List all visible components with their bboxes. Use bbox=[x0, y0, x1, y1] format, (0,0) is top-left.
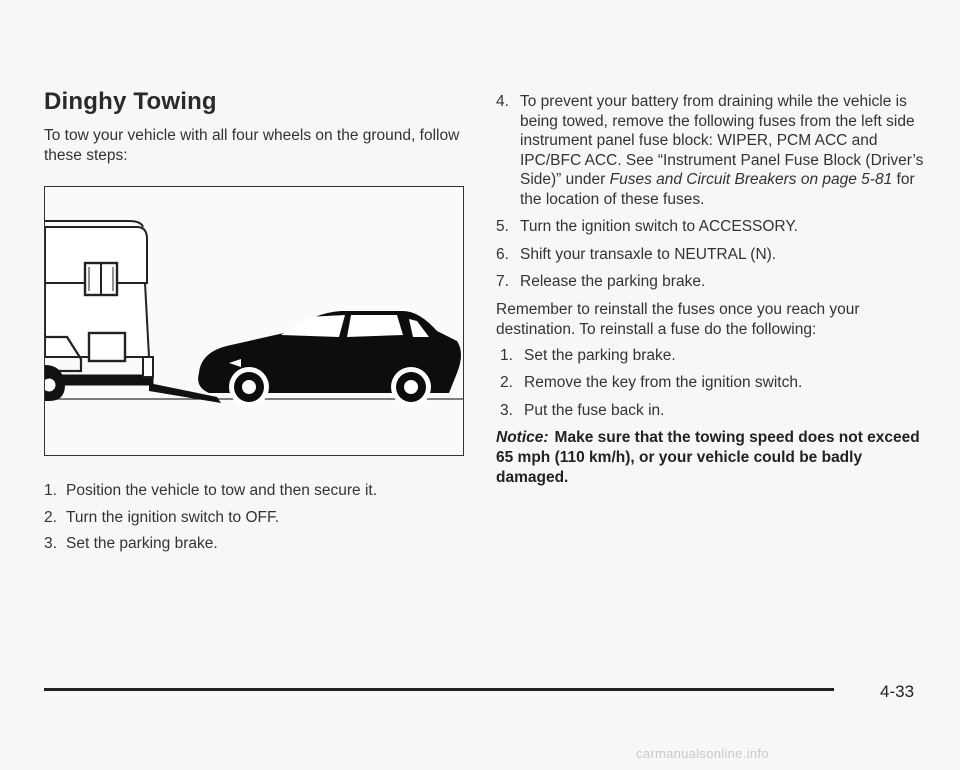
notice-block bbox=[496, 428, 926, 488]
step-item bbox=[496, 373, 926, 393]
step-number: 3. bbox=[500, 401, 513, 419]
step-text: Put the fuse back in. bbox=[524, 401, 665, 419]
step-text: Set the parking brake. bbox=[66, 535, 218, 552]
step-item bbox=[44, 481, 464, 501]
watermark-text: carmanualsonline.info bbox=[636, 746, 769, 761]
step-item bbox=[496, 245, 926, 265]
reinstall-steps bbox=[496, 346, 926, 421]
right-column bbox=[496, 92, 926, 488]
page-number: 4-33 bbox=[880, 682, 915, 701]
towing-steps-part-2 bbox=[496, 92, 926, 292]
step-text-part: for the location of these fuses. bbox=[520, 171, 915, 208]
section-heading: Dinghy Towing bbox=[44, 88, 217, 115]
step-text-part: To prevent your battery from draining while the vehicle is being towed, remove the following fuses from the left side instrument panel fuse block: WIPER, PCM ACC and IPC/BFC ACC. See “Instrument Panel Fuse Block (Driver’s Side)” under bbox=[520, 93, 924, 188]
towing-illustration bbox=[44, 186, 464, 456]
step-item bbox=[496, 217, 926, 237]
step-item bbox=[44, 508, 464, 528]
step-number: 2. bbox=[500, 374, 513, 391]
towing-illustration-svg bbox=[45, 187, 463, 455]
step-text: Set the parking brake. bbox=[524, 346, 676, 364]
step-text: Turn the ignition switch to ACCESSORY. bbox=[520, 218, 798, 235]
step-number: 1. bbox=[500, 346, 513, 364]
notice-label: Notice: bbox=[496, 429, 549, 446]
towed-car bbox=[198, 311, 461, 407]
footer-divider bbox=[44, 688, 834, 691]
step-text: Position the vehicle to tow and then secure it. bbox=[66, 482, 378, 499]
step-number: 4. bbox=[496, 93, 509, 110]
step-text bbox=[520, 92, 926, 209]
step-item bbox=[496, 346, 926, 366]
step-text: Release the parking brake. bbox=[520, 273, 706, 290]
step-number: 3. bbox=[44, 535, 57, 552]
step-text: Turn the ignition switch to OFF. bbox=[66, 508, 280, 526]
notice-text: Make sure that the towing speed does not exceed 65 mph (110 km/h), or your vehicle could be badly damaged. bbox=[496, 429, 920, 486]
step-item bbox=[496, 401, 926, 421]
step-item bbox=[496, 272, 926, 292]
step-number: 6. bbox=[496, 245, 509, 263]
step-number: 7. bbox=[496, 273, 509, 290]
towing-steps-part-1 bbox=[44, 481, 464, 561]
reinstall-paragraph: Remember to reinstall the fuses once you reach your destination. To reinstall a fuse do the following: bbox=[496, 300, 860, 338]
step-item bbox=[496, 92, 926, 209]
fuse-reference: Fuses and Circuit Breakers on page 5-81 bbox=[609, 171, 893, 188]
step-number: 2. bbox=[44, 508, 57, 526]
motorhome bbox=[45, 221, 153, 401]
step-number: 5. bbox=[496, 218, 509, 235]
step-number: 1. bbox=[44, 482, 57, 499]
step-item bbox=[44, 534, 464, 554]
step-text: Remove the key from the ignition switch. bbox=[524, 374, 803, 391]
step-text: Shift your transaxle to NEUTRAL (N). bbox=[520, 245, 777, 263]
intro-paragraph: To tow your vehicle with all four wheels on the ground, follow these steps: bbox=[44, 127, 460, 164]
left-column-header bbox=[44, 88, 464, 166]
